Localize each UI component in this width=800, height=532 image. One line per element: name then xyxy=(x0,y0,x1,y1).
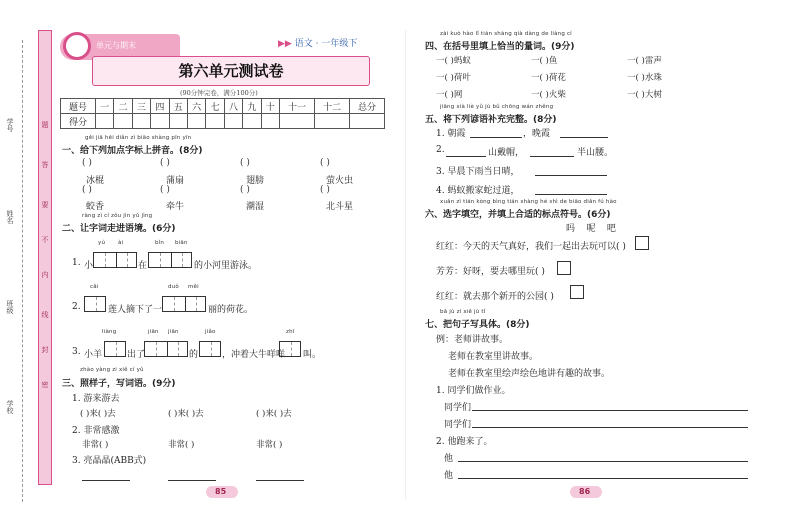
score-cell: 十二 xyxy=(314,99,349,114)
sentence-num: 2. xyxy=(72,302,81,312)
q4-item[interactable]: 一( )大树 xyxy=(627,90,662,100)
q4-item[interactable]: 一( )荷花 xyxy=(531,73,566,83)
q4-item[interactable]: 一( )火柴 xyxy=(531,90,566,100)
brand-text: 单元与期末 xyxy=(96,41,136,50)
strip-char: 答 xyxy=(41,161,49,169)
sentence-text: ，冲着大牛咩咩 xyxy=(222,350,286,360)
q3-blank[interactable]: ( )来( )去 xyxy=(168,409,204,419)
score-input[interactable] xyxy=(187,114,205,129)
q1-word: 牵牛 xyxy=(166,202,185,212)
punctuation-box[interactable] xyxy=(635,236,649,250)
writing-grid[interactable] xyxy=(199,341,221,357)
answer-line[interactable] xyxy=(446,156,486,157)
binding-label: 学号 xyxy=(6,118,14,132)
writing-grid[interactable] xyxy=(93,252,137,268)
answer-paren[interactable]: ( ) xyxy=(82,158,92,168)
score-input[interactable] xyxy=(280,114,315,129)
answer-paren[interactable]: ( ) xyxy=(160,158,170,168)
q4-item[interactable]: 一( )鱼 xyxy=(531,56,558,66)
q6-line[interactable]: 红红：今天的天气真好，我们一起出去玩可以( ) xyxy=(436,242,626,252)
q1-word: 蛟香 xyxy=(86,202,105,212)
answer-paren[interactable]: ( ) xyxy=(320,158,330,168)
q7-line-start: 同学们 xyxy=(444,420,472,430)
answer-line[interactable] xyxy=(535,175,607,176)
score-cell: 十一 xyxy=(280,99,315,114)
answer-line[interactable] xyxy=(530,156,574,157)
score-cell: 七 xyxy=(206,99,224,114)
q3-example: 1. 游来游去 xyxy=(72,394,120,404)
score-cell: 二 xyxy=(114,99,132,114)
q1-word: 萤火虫 xyxy=(326,176,354,186)
subject-label xyxy=(278,36,357,49)
pinyin-hint: měi xyxy=(188,284,199,290)
sentence-text: 丽的荷花。 xyxy=(208,305,254,315)
binding-label: 姓名 xyxy=(6,210,14,224)
answer-line[interactable] xyxy=(168,480,216,481)
clock-icon xyxy=(63,32,91,60)
score-input[interactable] xyxy=(169,114,187,129)
strip-char: 不 xyxy=(41,236,49,244)
answer-paren[interactable]: ( ) xyxy=(320,185,330,195)
strip-char: 要 xyxy=(41,201,49,209)
answer-paren[interactable]: ( ) xyxy=(160,185,170,195)
q1-word: 蒲扇 xyxy=(166,176,185,186)
punctuation-box[interactable] xyxy=(557,261,571,275)
q4-item[interactable]: 一( )网 xyxy=(436,90,463,100)
score-cell: 六 xyxy=(187,99,205,114)
sentence-text: 的小河里游泳。 xyxy=(194,261,258,271)
pinyin-hint: jiān xyxy=(148,329,159,335)
q5-text: 半山腰。 xyxy=(577,148,614,158)
score-value-row xyxy=(61,114,385,129)
score-input[interactable] xyxy=(132,114,150,129)
q3-blank[interactable]: ( )来( )去 xyxy=(256,409,292,419)
answer-line[interactable] xyxy=(472,427,748,428)
q5-title: 五、将下列谚语补充完整。(8分) xyxy=(425,115,557,125)
sentence-text: 的 xyxy=(189,350,199,360)
answer-line[interactable] xyxy=(256,480,304,481)
q5-text: ，晚霞 xyxy=(523,129,551,139)
pinyin-hint: cǎi xyxy=(90,284,99,290)
q7-example: 老师在教室里讲故事。 xyxy=(448,352,539,362)
binding-label: 班级 xyxy=(6,300,14,314)
q1-word: 冰棍 xyxy=(86,176,105,186)
cut-line xyxy=(22,40,23,502)
q1-pinyin: gěi jiā hēi diǎn zì biāo shàng pīn yīn xyxy=(85,135,192,141)
pinyin-hint: biān xyxy=(175,240,188,246)
writing-grid[interactable] xyxy=(144,341,188,357)
q3-pinyin: zhào yàng zi xiě cí yǔ xyxy=(80,367,144,373)
q2-title: 二、让字词走进语境。(6分) xyxy=(62,224,176,234)
time-note: (90分钟完卷，满分100分) xyxy=(180,89,258,97)
q3-example: 2. 非常感激 xyxy=(72,426,120,436)
q5-pinyin: jiāng xià liè yǔ jù bǔ chōng wán zhěng xyxy=(440,104,554,110)
q6-title: 六、选字填空，并填上合适的标点符号。(6分) xyxy=(425,210,611,220)
q1-title: 一、给下列加点字标上拼音。(8分) xyxy=(62,146,203,156)
score-cell: 五 xyxy=(169,99,187,114)
answer-line[interactable] xyxy=(560,137,608,138)
pinyin-hint: ài xyxy=(118,240,124,246)
q5-text: 山戴帽， xyxy=(488,148,525,158)
q5-text: 1. 朝霞 xyxy=(436,129,466,139)
subject-name: 语文 xyxy=(294,39,313,49)
score-input[interactable] xyxy=(95,114,113,129)
pinyin-hint: bǐn xyxy=(155,240,165,246)
answer-line[interactable] xyxy=(470,137,522,138)
sentence-text: 叫。 xyxy=(303,350,322,360)
q5-text: 3. 早晨下雨当日晴， xyxy=(436,167,520,177)
q7-prompt: 1. 同学们做作业。 xyxy=(436,386,511,396)
answer-paren[interactable]: ( ) xyxy=(240,185,250,195)
answer-line[interactable] xyxy=(458,461,748,462)
score-cell: 十 xyxy=(261,99,279,114)
seal-strip xyxy=(38,30,52,485)
page-number: 85 xyxy=(215,487,227,496)
q5-text: 2. xyxy=(436,145,445,155)
q7-prompt: 2. 他跑来了。 xyxy=(436,437,493,447)
answer-paren[interactable]: ( ) xyxy=(82,185,92,195)
pinyin-hint: duǒ xyxy=(168,284,179,290)
page-divider xyxy=(405,30,406,500)
q5-text: 4. 蚂蚁搬家蛇过道， xyxy=(436,186,520,196)
score-cell: 一 xyxy=(95,99,113,114)
sentence-text: 在 xyxy=(138,261,148,271)
q4-item[interactable]: 一( )蚂蚁 xyxy=(436,56,471,66)
binding-margin xyxy=(0,0,60,532)
pinyin-hint: liàng xyxy=(102,329,117,335)
answer-paren[interactable]: ( ) xyxy=(240,158,250,168)
q4-item[interactable]: 一( )荷叶 xyxy=(436,73,471,83)
q3-blank[interactable]: ( )来( )去 xyxy=(80,409,116,419)
score-cell: 四 xyxy=(151,99,169,114)
score-input[interactable] xyxy=(261,114,279,129)
q3-blank[interactable]: 非常( ) xyxy=(82,440,109,450)
q4-item[interactable]: 一( )雷声 xyxy=(627,56,662,66)
score-input[interactable] xyxy=(151,114,169,129)
q2-pinyin: ràng zì cí zǒu jìn yǔ jìng xyxy=(82,213,153,219)
q6-line[interactable]: 芳芳：好呀，要去哪里玩( ) xyxy=(436,267,545,277)
q4-title: 四、在括号里填上恰当的量词。(9分) xyxy=(425,42,575,52)
q7-line-start: 他 xyxy=(444,454,454,464)
q1-word: 北斗星 xyxy=(326,202,354,212)
q3-blank[interactable]: 非常( ) xyxy=(256,440,283,450)
q6-line[interactable]: 红红：就去那个新开的公园( ) xyxy=(436,292,554,302)
q3-blank[interactable]: 非常( ) xyxy=(168,440,195,450)
binding-label: 学校 xyxy=(6,400,14,414)
page-number: 86 xyxy=(579,487,591,496)
q4-item[interactable]: 一( )水珠 xyxy=(627,73,662,83)
sentence-text: 小 xyxy=(84,261,94,271)
punctuation-box[interactable] xyxy=(570,285,584,299)
score-cell: 总分 xyxy=(349,99,384,114)
q7-example: 老师在教室里绘声绘色地讲有趣的故事。 xyxy=(448,369,611,379)
score-table xyxy=(60,98,385,129)
score-input[interactable] xyxy=(314,114,349,129)
pinyin-hint: yú xyxy=(98,240,106,246)
q6-pinyin: xuǎn zì tián kòng bìng tián shàng hé shì de biāo diǎn fú hào xyxy=(440,199,617,205)
sentence-text: 小羊 xyxy=(84,350,103,360)
writing-grid[interactable] xyxy=(279,341,301,357)
grade-name: · 一年级下 xyxy=(315,39,358,49)
score-input[interactable] xyxy=(114,114,132,129)
score-header-row xyxy=(61,99,385,114)
q1-word: 潮湿 xyxy=(246,202,265,212)
strip-char: 密 xyxy=(41,381,49,389)
strip-char: 线 xyxy=(41,311,49,319)
strip-char: 题 xyxy=(41,121,49,129)
score-input[interactable] xyxy=(206,114,224,129)
score-cell: 八 xyxy=(224,99,242,114)
page-title: 第六单元测试卷 xyxy=(92,56,370,86)
answer-line[interactable] xyxy=(458,478,748,479)
score-cell: 九 xyxy=(243,99,261,114)
q1-word: 翅膀 xyxy=(246,176,265,186)
q7-line-start: 他 xyxy=(444,471,454,481)
q7-line-start: 同学们 xyxy=(444,403,472,413)
q3-example: 3. 亮晶晶(ABB式) xyxy=(72,456,147,466)
q7-example: 例：老师讲故事。 xyxy=(436,335,509,345)
strip-char: 封 xyxy=(41,346,49,354)
q6-options: 吗 呢 吧 xyxy=(566,224,616,234)
strip-char: 内 xyxy=(41,271,49,279)
score-cell: 得分 xyxy=(61,114,96,129)
score-input[interactable] xyxy=(243,114,261,129)
sentence-num: 3. xyxy=(72,347,81,357)
pinyin-hint: jiǎo xyxy=(205,329,216,335)
sentence-text: 莲人摘下了一 xyxy=(108,305,163,315)
score-input[interactable] xyxy=(349,114,384,129)
writing-grid[interactable] xyxy=(84,296,106,312)
score-cell: 题号 xyxy=(61,99,96,114)
pinyin-hint: jiān xyxy=(168,329,179,335)
score-input[interactable] xyxy=(224,114,242,129)
answer-line[interactable] xyxy=(82,480,130,481)
q4-pinyin: zài kuò hào lǐ tián shàng qià dàng de liàng cí xyxy=(440,31,572,37)
writing-grid[interactable] xyxy=(148,252,192,268)
sentence-num: 1. xyxy=(72,258,81,268)
q7-pinyin: bǎ jù zi xiě jù tǐ xyxy=(440,309,486,315)
play-icon: ▶▶ xyxy=(278,39,292,49)
pinyin-hint: zhī xyxy=(286,329,295,335)
score-cell: 三 xyxy=(132,99,150,114)
q7-title: 七、把句子写具体。(8分) xyxy=(425,320,530,330)
writing-grid[interactable] xyxy=(162,296,206,312)
q3-title: 三、照样子，写词语。(9分) xyxy=(62,379,176,389)
answer-line[interactable] xyxy=(472,410,748,411)
sentence-text: 出了 xyxy=(127,350,146,360)
writing-grid[interactable] xyxy=(104,341,126,357)
answer-line[interactable] xyxy=(535,194,607,195)
